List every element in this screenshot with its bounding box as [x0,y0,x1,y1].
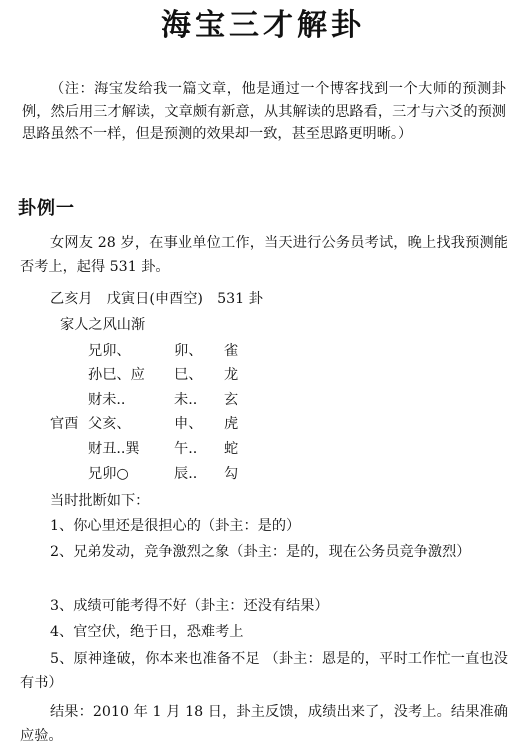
section-heading: 卦例一 [18,198,75,219]
editor-note: （注：海宝发给我一篇文章，他是通过一个博客找到一个大师的预测卦例，然后用三才解读，文章颇有新意，从其解读的思路看，三才与六爻的预测思路虽然不一样，但是预测的效果却一致，甚至思路更明晰。） [22,81,506,142]
line-hidden-spirit: 官酉 [50,416,79,432]
judgment-point: 2、兄弟发动，竞争激烈之象（卦主：是的，现在公务员竞争激烈） [50,544,471,560]
line-beast: 雀 [224,343,239,359]
line-beast: 虎 [224,416,239,432]
document-title: 海宝三才解卦 [161,8,365,43]
line-main: 财丑..巽 [88,441,140,457]
line-changed: 卯、 [174,343,203,359]
hexagram-name: 家人之风山渐 [60,317,146,333]
judgment-point: 3、成绩可能考得不好（卦主：还没有结果） [50,598,329,614]
date-line: 乙亥月 戊寅日(申酉空) 531 卦 [50,291,263,307]
line-main: 兄卯○ [88,466,129,482]
judgment-point: 4、官空伏，绝于日，恐难考上 [50,624,244,640]
line-beast: 蛇 [224,441,239,457]
line-main: 孙巳、应 [88,367,145,383]
case-intro: 女网友 28 岁，在事业单位工作，当天进行公务员考试，晚上找我预测能否考上，起得 531 卦。 [20,235,508,275]
judgment-point: 1、你心里还是很担心的（卦主：是的） [50,518,301,534]
line-main: 父亥、 [88,416,131,432]
line-beast: 勾 [224,466,239,482]
line-changed: 巳、 [174,367,203,383]
line-changed: 未.. [174,392,198,408]
line-changed: 申、 [174,416,203,432]
result-paragraph: 结果：2010 年 1 月 18 日，卦主反馈，成绩出来了，没考上。结果准确应验。 [20,704,508,744]
line-beast: 玄 [224,392,239,408]
line-main: 兄卯、 [88,343,131,359]
line-changed: 午.. [174,441,198,457]
line-beast: 龙 [224,367,239,383]
judgment-intro: 当时批断如下： [50,493,150,509]
judgment-point: 5、原神逢破，你本来也准备不足 （卦主：恩是的，平时工作忙一直也没有书） [20,651,508,691]
line-main: 财未.. [88,392,126,408]
line-changed: 辰.. [174,466,198,482]
